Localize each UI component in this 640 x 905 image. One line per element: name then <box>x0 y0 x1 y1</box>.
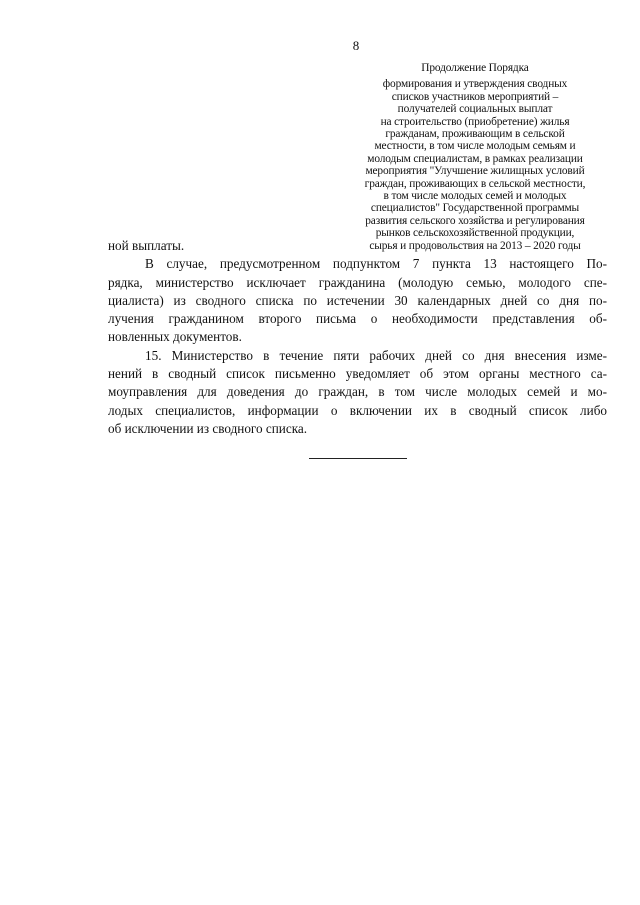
header-line: гражданам, проживающим в сельской <box>385 128 565 141</box>
end-divider <box>309 458 407 459</box>
body-line: лучения гражданином второго письма о необходимости представления об- <box>108 311 607 327</box>
header-line: получателей социальных выплат <box>397 103 553 116</box>
body-line: лодых специалистов, информации о включении их в сводный список либо <box>108 402 607 418</box>
header-block <box>340 62 610 252</box>
header-line: молодым специалистам, в рамках реализации <box>367 152 583 165</box>
header-line: местности, в том числе молодым семьям и <box>374 140 576 153</box>
header-line: мероприятия "Улучшение жилищных условий <box>365 165 585 178</box>
page-number: 8 <box>352 38 360 53</box>
body-line: циалиста) из сводного списка по истечении 30 календарных дней со дня по- <box>108 292 607 308</box>
header-line: специалистов" Государственной программы <box>370 202 580 215</box>
body-line: нений в сводный список письменно уведомляет об этом органы местного са- <box>108 366 607 382</box>
body-line: новленных документов. <box>108 329 242 345</box>
header-line: сырья и продовольствия на 2013 – 2020 годы <box>369 239 581 252</box>
body-line: рядка, министерство исключает гражданина (молодую семью, молодого спе- <box>108 274 607 290</box>
header-line: развития сельского хозяйства и регулирования <box>365 214 585 227</box>
document-body <box>108 237 607 438</box>
body-line: ной выплаты. <box>108 238 185 253</box>
header-title: Продолжение Порядка <box>421 62 529 74</box>
body-line: моуправления для доведения до граждан, в том числе молодых семей и мо- <box>108 384 607 400</box>
body-line: 15. Министерство в течение пяти рабочих дней со дня внесения изме- <box>145 347 607 363</box>
header-line: граждан, проживающих в сельской местности, <box>364 177 586 190</box>
header-line: формирования и утверждения сводных <box>382 78 568 91</box>
header-line: в том числе молодых семей и молодых <box>383 190 567 203</box>
header-line: на строительство (приобретение) жилья <box>380 115 570 128</box>
header-line: списков участников мероприятий – <box>391 90 559 103</box>
body-line: В случае, предусмотренном подпунктом 7 пункта 13 настоящего По- <box>145 256 607 272</box>
body-line: об исключении из сводного списка. <box>108 420 308 436</box>
header-line: рынков сельскохозяйственной продукции, <box>375 227 575 240</box>
